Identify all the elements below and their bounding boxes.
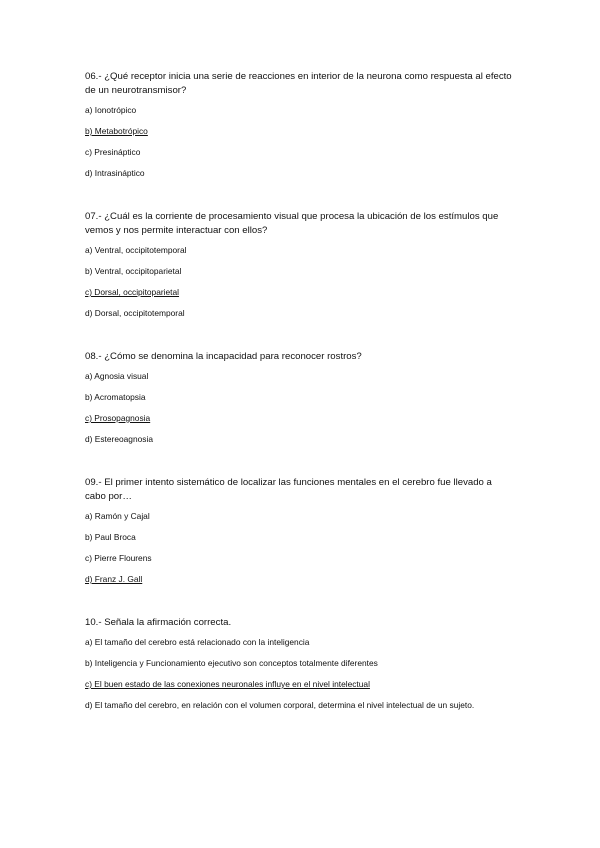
question-stem: 06.- ¿Qué receptor inicia una serie de reacciones en interior de la neurona como respuesta al efecto de un neurotransmisor? — [85, 71, 512, 96]
option-b: b) Ventral, occipitoparietal — [85, 266, 182, 276]
option-d: d) Estereoagnosia — [85, 434, 153, 444]
option-c-correct: c) Dorsal, occipitoparietal — [85, 287, 180, 297]
option-b: b) Acromatopsia — [85, 392, 146, 402]
option-d: d) Dorsal, occipitotemporal — [85, 308, 185, 318]
option-a: a) El tamaño del cerebro está relacionado con la inteligencia — [85, 637, 310, 647]
question-stem: 09.- El primer intento sistemático de localizar las funciones mentales en el cerebro fue llevado a cabo por… — [85, 477, 492, 502]
option-d-correct: d) Franz J. Gall — [85, 574, 143, 584]
question-06 — [85, 70, 515, 188]
question-stem: 07.- ¿Cuál es la corriente de procesamiento visual que procesa la ubicación de los estímulos que vemos y nos permite interactuar con ellos? — [85, 211, 499, 236]
question-10 — [85, 616, 515, 711]
option-c-correct: c) El buen estado de las conexiones neuronales influye en el nivel intelectual — [85, 679, 370, 689]
question-stem: 08.- ¿Cómo se denomina la incapacidad para reconocer rostros? — [85, 351, 362, 362]
option-a: a) Ventral, occipitotemporal — [85, 245, 187, 255]
option-b: b) Inteligencia y Funcionamiento ejecutivo son conceptos totalmente diferentes — [85, 658, 378, 668]
option-c: c) Pierre Flourens — [85, 553, 152, 563]
option-a: a) Agnosia visual — [85, 371, 149, 381]
question-08 — [85, 350, 515, 454]
question-stem: 10.- Señala la afirmación correcta. — [85, 617, 232, 628]
question-09 — [85, 476, 515, 594]
option-c: c) Presináptico — [85, 147, 141, 157]
option-a: a) Ionotrópico — [85, 105, 137, 115]
option-b-correct: b) Metabotrópico — [85, 126, 148, 136]
option-d: d) Intrasináptico — [85, 168, 145, 178]
option-b: b) Paul Broca — [85, 532, 136, 542]
question-07 — [85, 210, 515, 328]
option-a: a) Ramón y Cajal — [85, 511, 150, 521]
option-d: d) El tamaño del cerebro, en relación con el volumen corporal, determina el nivel intelectual de un sujeto. — [85, 700, 475, 710]
option-c-correct: c) Prosopagnosia — [85, 413, 151, 423]
